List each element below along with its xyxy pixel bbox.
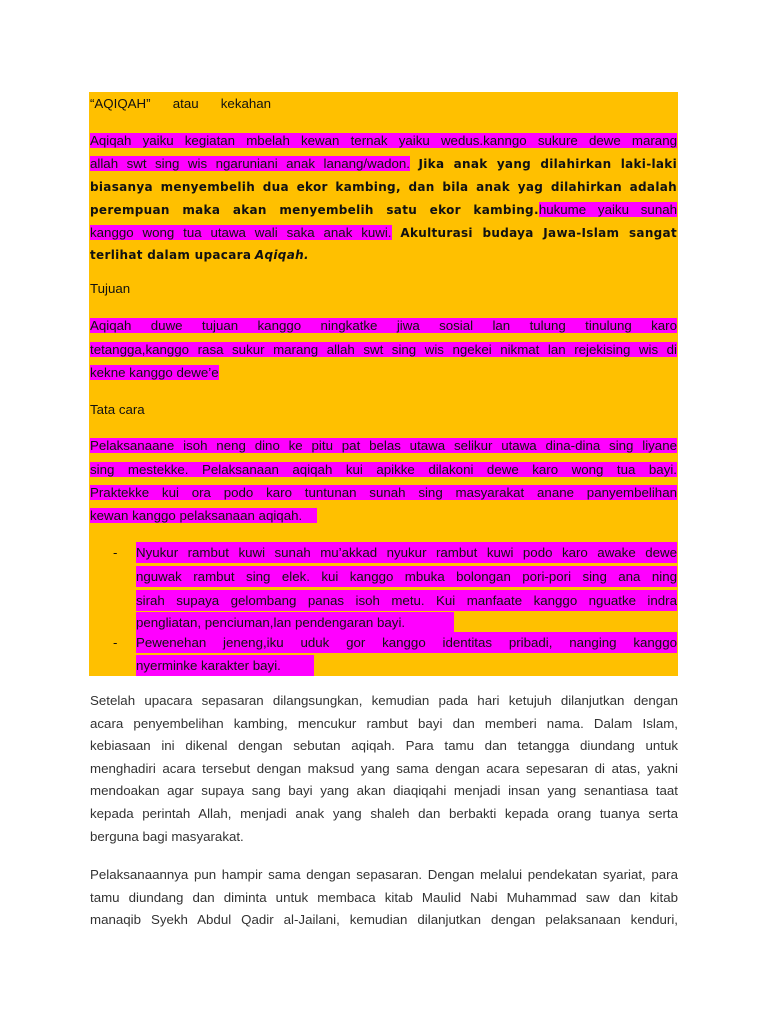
tatacara-line-1: Pelaksanaane isoh neng dino ke pitu pat belas utawa selikur utawa dina-dina sing liyane — [90, 438, 677, 453]
title-text: “AQIQAH” atau kekahan — [90, 96, 272, 111]
intro-line-5: kanggo wong tua utawa wali saka anak kuwi. Akulturasi budaya Jawa-Islam sangat — [90, 225, 677, 240]
intro-line-4: perempuan maka akan menyembelih satu ekor kambing.hukume yaiku sunah — [90, 202, 677, 217]
bullet-dash-2: - — [113, 635, 118, 650]
bullet-dash-1: - — [113, 545, 118, 560]
paragraph-setelah-upacara: Setelah upacara sepasaran dilangsungkan, kemudian pada hari ketujuh dilanjutkan dengan acara penyembelihan kambing, mencukur rambut bayi dan memberi nama. Dalam Islam, kebiasaan ini dikenal dengan sebutan aqiqah. Para tamu dan tetangga diundang untuk menghadiri acara tersebut dengan maksud yang sama dengan acara sepesaran di atas, yakni mendoakan agar supaya sang bayi yang akan diaqiqahi menjadi insan yang senantiasa taat kepada perintah Allah, menjadi anak yang shaleh dan berbakti kepada orang tuanya serta berguna bagi masyarakat. — [90, 693, 678, 844]
tujuan-line-1: Aqiqah duwe tujuan kanggo ningkatke jiwa sosial lan tulung tinulung karo — [90, 318, 677, 333]
tujuan-line-3: kekne kanggo dewe’e — [90, 365, 219, 380]
tatacara-line-2: sing mestekke. Pelaksanaan aqiqah kui apikke dilakoni dewe karo wong tua bayi. — [90, 462, 677, 477]
tatacara-heading: Tata cara — [90, 402, 145, 417]
document-title — [90, 93, 271, 114]
bullet-1-line-1: Nyukur rambut kuwi sunah mu’akkad nyukur rambut kuwi podo karo awake dewe — [136, 542, 677, 563]
bullet-1-line-2: nguwak rambut sing elek. kui kanggo mbuka bolongan pori-pori sing ana ning — [136, 566, 677, 587]
intro-line-1: Aqiqah yaiku kegiatan mbelah kewan ternak yaiku wedus.kanngo sukure dewe marang — [90, 133, 677, 148]
bullet-2-line-2: nyerminke karakter bayi. — [136, 655, 314, 676]
tatacara-line-3: Praktekke kui ora podo karo tuntunan sunah sing masyarakat anane panyembelihan — [90, 485, 677, 500]
tatacara-line-4: kewan kanggo pelaksanaan aqiqah. — [90, 505, 677, 526]
bullet-2-line-1: Pewenehan jeneng,iku uduk gor kanggo identitas pribadi, nanging kanggo — [136, 632, 677, 653]
intro-line-6: terlihat dalam upacara Aqiqah. — [90, 248, 309, 262]
intro-line-2: allah swt sing wis ngaruniani anak lanang/wadon. Jika anak yang dilahirkan laki-laki — [90, 156, 677, 171]
tujuan-line-2: tetangga,kanggo rasa sukur marang allah swt sing wis ngekei nikmat lan rejekising wis di — [90, 342, 677, 357]
tujuan-heading: Tujuan — [90, 281, 131, 296]
bullet-1-line-3: sirah supaya gelombang panas isoh metu. Kui manfaate kanggo nguatke indra — [136, 590, 677, 611]
intro-line-3: biasanya menyembelih dua ekor kambing, dan bila anak yag dilahirkan adalah — [90, 180, 677, 194]
paragraph-pelaksanaannya: Pelaksanaannya pun hampir sama dengan sepasaran. Dengan melalui pendekatan syariat, para tamu diundang dan diminta untuk membaca kitab Maulid Nabi Muhammad saw dan kitab manaqib Syekh Abdul Qadir al-Jailani, kemudian dilanjutkan dengan pelaksanaan kenduri, — [90, 867, 678, 928]
bullet-1-line-4: pengliatan, penciuman,lan pendengaran bayi. — [136, 612, 454, 633]
